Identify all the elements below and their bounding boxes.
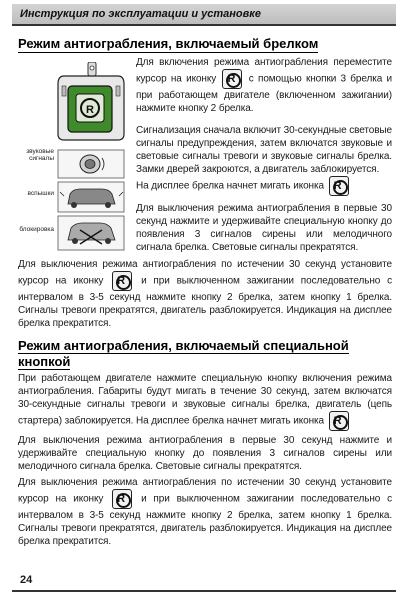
footer-rule bbox=[12, 590, 396, 592]
s1-p5-text-b: и при выключенном зажигании последовательно с интервалом в 3-5 секунд нажмите кнопку 2 брелка, затем кнопку 1 брелка. Сигналы тревоги прекратятся, двигатель разблокируется. Индикация на дисплее брелка прекратится. bbox=[18, 275, 393, 329]
s1-para-5 bbox=[18, 258, 392, 330]
page-number: 24 bbox=[20, 574, 33, 586]
page-header: Инструкция по эксплуатации и установке bbox=[12, 4, 396, 26]
section1-heading: Режим антиограбления, включаемый брелком bbox=[18, 36, 319, 51]
s2-p3-text-b: и при выключенном зажигании последовательно с интервалом в 3-5 секунд нажмите кнопку 2 брелка, затем кнопку 1 брелка. Сигналы тревоги прекратятся, двигатель разблокируется. Индикация на дисплее брелка прекратится. bbox=[18, 493, 393, 547]
antirobbery-icon bbox=[112, 271, 132, 291]
label-sound-signals: звуковые сигналы bbox=[26, 148, 54, 162]
label-flashes: вспышки bbox=[27, 190, 54, 197]
s2-p3-text-a: Для выключения режима антиограбления по истечении 30 секунд установите курсор на иконку bbox=[18, 477, 392, 505]
antirobbery-icon bbox=[329, 176, 349, 196]
fob-illustration bbox=[18, 62, 126, 252]
s1-p1-text-b: с помощью кнопки 3 брелка и при работающем двигателе (включенном зажигании) нажмите кнопку 2 брелка. bbox=[136, 73, 393, 114]
s1-para-1 bbox=[136, 56, 392, 115]
antirobbery-icon bbox=[222, 69, 242, 89]
s1-para-3 bbox=[136, 176, 392, 196]
antirobbery-icon bbox=[329, 411, 349, 431]
s1-p1-text-a: Для включения режима антиограбления переместите курсор на иконку bbox=[136, 57, 392, 85]
antirobbery-icon bbox=[112, 489, 132, 509]
s1-p5-text-a: Для выключения режима антиограбления по истечении 30 секунд установите курсор на иконку bbox=[18, 259, 392, 287]
s2-para-1 bbox=[18, 372, 392, 431]
s2-p1-text: При работающем двигателе нажмите специальную кнопку включения режима антиограбления. Габариты будут мигать в течение 30 секунд, затем включатся 30-секундные сигналы тревоги и звуковые сигналы брелка, двигатель (цепь стартера) заблокируется. На дисплее брелка начнет мигать иконка bbox=[18, 373, 392, 427]
label-blocking: блокировка bbox=[19, 226, 54, 233]
s1-para-2: Сигнализация сначала включит 30-секундные световые сигналы предупреждения, затем включатся звуковые и световые сигналы тревоги и звуковые сигналы брелка. Замки дверей закроются, а двигатель заблокируется. bbox=[136, 125, 392, 175]
section2-heading bbox=[18, 338, 388, 370]
s2-para-3 bbox=[18, 476, 392, 548]
s1-para-4: Для выключения режима антиограбления в первые 30 секунд нажмите и удерживайте специальную кнопку до появления 3 сигналов сирены или мелодичного сигнала брелка. Световые сигналы прекратятся. bbox=[136, 203, 392, 253]
s1-p3-text: На дисплее брелка начнет мигать иконка bbox=[136, 180, 324, 192]
s2-para-2: Для выключения режима антиограбления в первые 30 секунд нажмите и удерживайте специальную кнопку до появления 3 сигналов сирены или мелодичного сигнала брелка. Световые сигналы прекратятся. bbox=[18, 435, 392, 472]
section2-heading-text: Режим антиограбления, включаемый специальной кнопкой bbox=[18, 338, 349, 369]
svg-text:R: R bbox=[86, 104, 94, 116]
